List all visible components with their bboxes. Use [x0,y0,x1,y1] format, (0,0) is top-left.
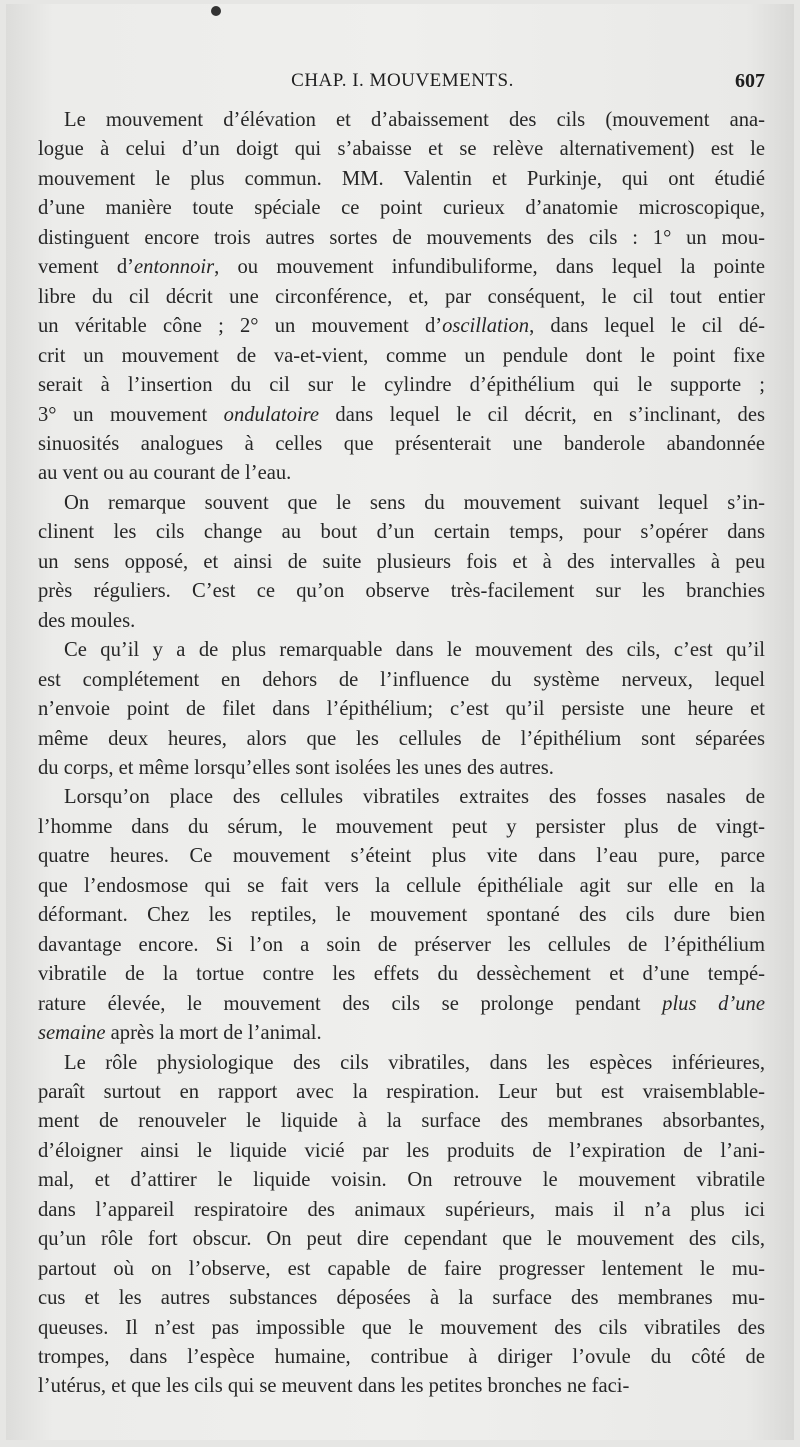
body-text [38,106,765,1402]
text-line: mal, et d’attirer le liquide voisin. On retrouve le mouvement vibratile [38,1169,765,1192]
text-line: 3° un mouvement ondulatoire dans lequel le cil décrit, en s’inclinant, des [38,403,765,426]
text-line: ment de renouveler le liquide à la surface des membranes absorbantes, [38,1110,765,1133]
text-line: libre du cil décrit une circonférence, et, par conséquent, le cil tout entier [38,285,765,308]
text-line: vement d’entonnoir, ou mouvement infundibuliforme, dans lequel la pointe [38,256,765,279]
text-line: Le mouvement d’élévation et d’abaissement des cils (mouvement ana- [64,109,765,131]
text-line: sinuosités analogues à celles que présenterait une banderole abandonnée [38,432,765,455]
text-line: cus et les autres substances déposées à la surface des membranes mu- [38,1287,765,1310]
text-line: dans l’appareil respiratoire des animaux supérieurs, mais il n’a plus ici [38,1198,765,1221]
text-line: quatre heures. Ce mouvement s’éteint plus vite dans l’eau pure, parce [38,845,765,868]
text-line: logue à celui d’un doigt qui s’abaisse et se relève alternativement) est le [38,138,765,161]
text-line: crit un mouvement de va-et-vient, comme un pendule dont le point fixe [38,344,765,367]
text-line: au vent ou au courant de l’eau. [38,462,292,485]
text-line: l’utérus, et que les cils qui se meuvent dans les petites bronches ne faci- [38,1375,630,1398]
text-line: un sens opposé, et ainsi de suite plusieurs fois et à des intervalles à peu [38,550,765,573]
running-header [40,68,765,102]
text-line: trompes, dans l’espèce humaine, contribue à diriger l’ovule du côté de [38,1346,765,1369]
text-line: Le rôle physiologique des cils vibratiles, dans les espèces inférieures, [64,1051,765,1074]
text-line: distinguent encore trois autres sortes de mouvements des cils : 1° un mou- [38,226,765,249]
chapter-title: CHAP. I. MOUVEMENTS. [291,70,514,91]
text-line: n’envoie point de filet dans l’épithélium; c’est qu’il persiste une heure et [38,698,765,721]
text-line: l’homme dans du sérum, le mouvement peut y persister plus de vingt- [38,815,765,838]
text-line: Ce qu’il y a de plus remarquable dans le mouvement des cils, c’est qu’il [64,639,765,662]
paragraph [38,783,765,1048]
text-line: déformant. Chez les reptiles, le mouvement spontané des cils dure bien [38,904,765,927]
text-line: mouvement le plus commun. MM. Valentin et Purkinje, qui ont étudié [38,167,765,190]
text-line: un véritable cône ; 2° un mouvement d’oscillation, dans lequel le cil dé- [38,315,765,338]
text-line: près réguliers. C’est ce qu’on observe très-facilement sur les branchies [38,580,765,603]
text-line: davantage encore. Si l’on a soin de préserver les cellules de l’épithélium [38,933,765,956]
text-line: partout où on l’observe, est capable de faire progresser lentement le mu- [38,1257,765,1280]
text-line: que l’endosmose qui se fait vers la cellule épithéliale agit sur elle en la [38,874,765,897]
ink-dot [211,6,221,16]
text-line: paraît surtout en rapport avec la respiration. Leur but est vraisemblable- [38,1080,765,1103]
text-line: d’éloigner ainsi le liquide vicié par les produits de l’expiration de l’ani- [38,1139,765,1162]
paragraph [38,106,765,489]
text-line: du corps, et même lorsqu’elles sont isolées les unes des autres. [38,756,554,779]
text-line: est complétement en dehors de l’influence du système nerveux, lequel [38,668,765,691]
paragraph [38,489,765,636]
text-line: vibratile de la tortue contre les effets du dessèchement et d’une tempé- [38,963,765,986]
paragraph [38,636,765,783]
text-line: clinent les cils change au bout d’un certain temps, pour s’opérer dans [38,521,765,544]
text-line: On remarque souvent que le sens du mouvement suivant lequel s’in- [64,491,765,514]
text-line: qu’un rôle fort obscur. On peut dire cependant que le mouvement des cils, [38,1228,765,1251]
text-line: Lorsqu’on place des cellules vibratiles extraites des fosses nasales de [64,786,765,809]
text-line: des moules. [38,609,136,632]
text-line: semaine après la mort de l’animal. [38,1022,322,1045]
text-line: rature élevée, le mouvement des cils se prolonge pendant plus d’une [38,992,765,1015]
text-line: serait à l’insertion du cil sur le cylindre d’épithélium qui le supporte ; [38,374,765,397]
text-line: même deux heures, alors que les cellules de l’épithélium sont séparées [38,727,765,750]
text-line: d’une manière toute spéciale ce point curieux d’anatomie microscopique, [38,197,765,220]
text-line: queuses. Il n’est pas impossible que le mouvement des cils vibratiles des [38,1316,765,1339]
page-number: 607 [735,70,765,92]
paragraph [38,1049,765,1402]
